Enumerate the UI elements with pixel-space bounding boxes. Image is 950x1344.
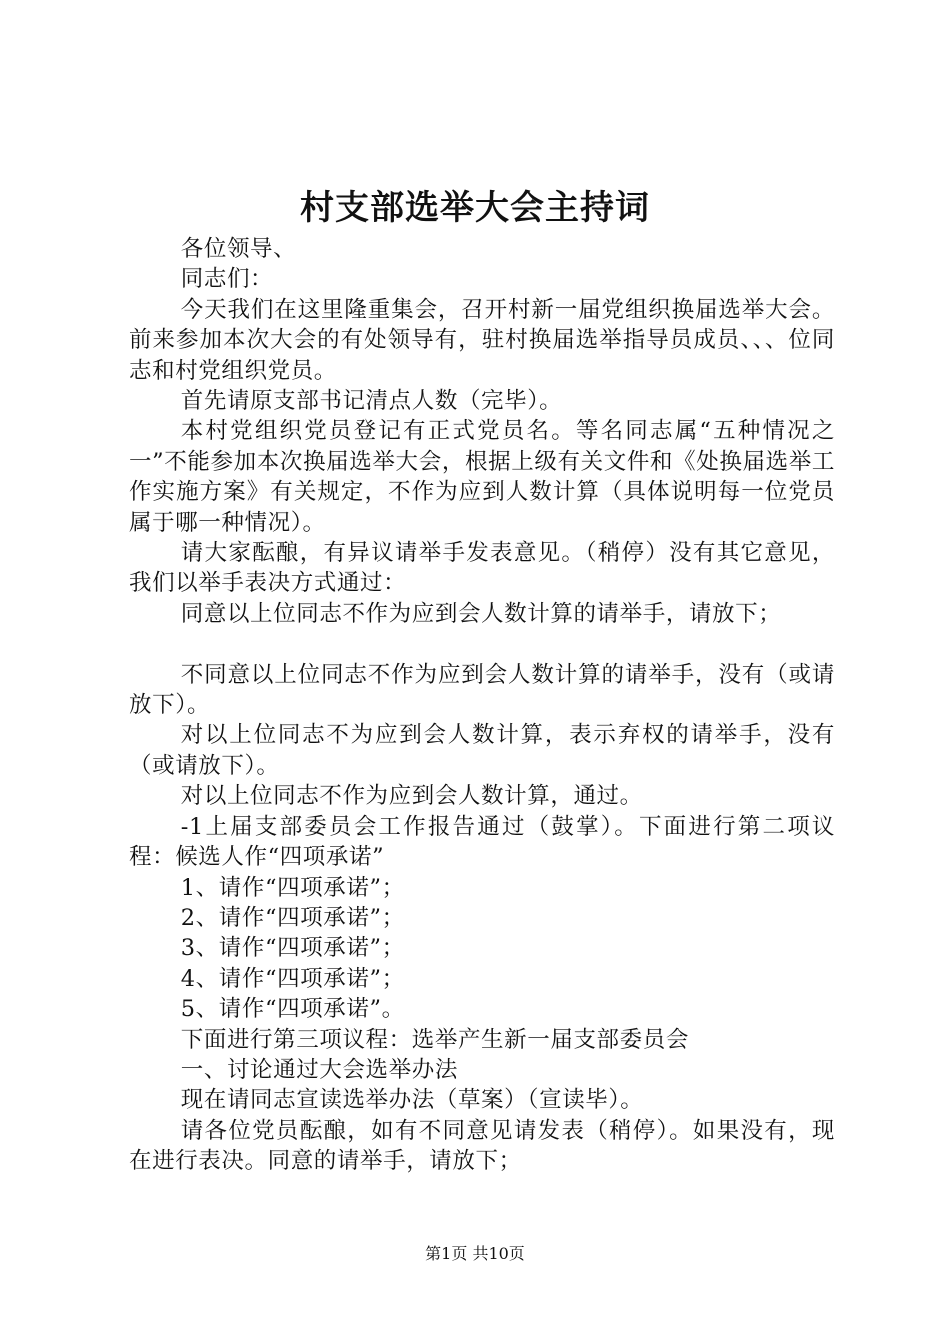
- page-footer: 第1页 共10页: [425, 1244, 525, 1263]
- paragraph: 下面进行第三项议程：选举产生新一届支部委员会: [180, 1026, 689, 1053]
- paragraph: 首先请原支部书记清点人数（完毕）。: [180, 388, 563, 415]
- paragraph: 请大家酝酿，有异议请举手发表意见。（稍停）没有其它意见，我们以举手表决方式通过：: [129, 540, 835, 597]
- paragraph: 同意以上位同志不作为应到会人数计算的请举手，请放下；: [180, 600, 782, 627]
- list-item: 2、请作“四项承诺”；: [180, 904, 405, 931]
- paragraph: 不同意以上位同志不作为应到会人数计算的请举手，没有（或请放下）。: [129, 661, 835, 719]
- paragraph-salutation-comrades: 同志们：: [180, 266, 274, 293]
- paragraph: 对以上位同志不为应到会人数计算，表示弃权的请举手，没有（或请放下）。: [129, 722, 835, 779]
- blank-line: [129, 629, 835, 659]
- paragraph: 对以上位同志不作为应到会人数计算，通过。: [180, 783, 643, 810]
- paragraph: 今天我们在这里隆重集会，召开村新一届党组织换届选举大会。前来参加本次大会的有处领导有，驻村换届选举指导员成员、、、位同志和村党组织党员。: [129, 296, 835, 384]
- paragraph-salutation-leaders: 各位领导、: [180, 236, 297, 262]
- paragraph: 现在请同志宣读选举办法（草案）（宣读毕）。: [180, 1087, 644, 1114]
- paragraph: 请各位党员酝酿，如有不同意见请发表（稍停）。如果没有，现在进行表决。同意的请举手，请放下；: [129, 1117, 835, 1175]
- document-title: 村支部选举大会主持词: [300, 188, 650, 228]
- list-item: 1、请作“四项承诺”；: [180, 874, 405, 901]
- list-item: 5、请作“四项承诺”。: [180, 996, 405, 1023]
- document-body: [129, 234, 835, 1177]
- list-item: 3、请作“四项承诺”；: [180, 935, 405, 962]
- section-heading: 一、讨论通过大会选举办法: [180, 1056, 458, 1083]
- list-item: 4、请作“四项承诺”；: [180, 965, 405, 992]
- paragraph: 本村党组织党员登记有正式党员名。等名同志属“五种情况之一”不能参加本次换届选举大会，根据上级有关文件和《处换届选举工作实施方案》有关规定，不作为应到人数计算（具体说明每一位党员属于哪一种情况）。: [129, 418, 835, 536]
- paragraph: -1上届支部委员会工作报告通过（鼓掌）。下面进行第二项议程：候选人作“四项承诺”: [129, 813, 835, 871]
